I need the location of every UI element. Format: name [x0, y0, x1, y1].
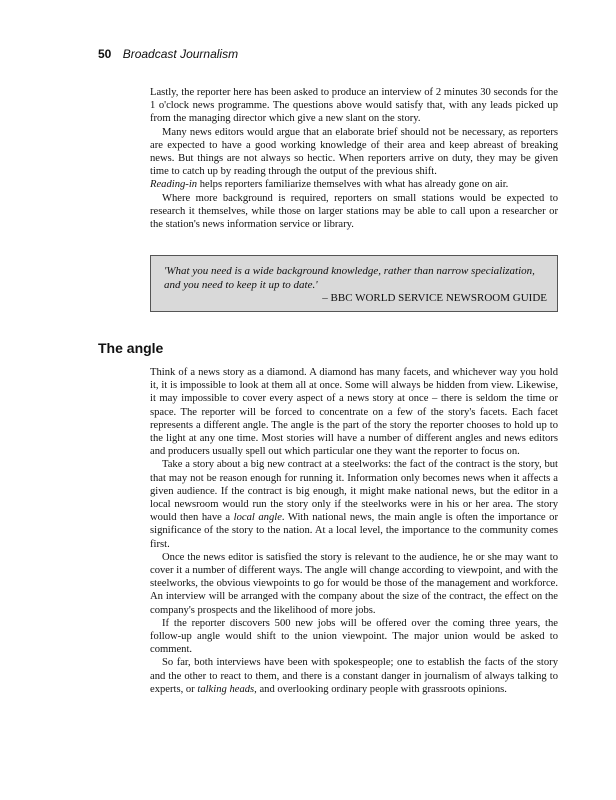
- paragraph-talking-heads: [150, 656, 558, 696]
- book-title: Broadcast Journalism: [122, 47, 239, 61]
- paragraph-news-editors-brief-text: Many news editors would argue that an elaborate brief should not be necessary, as reporters are expected to have a good working knowledge of their area and keep abreast of breaking news. But things are not always so hectic. When reporters arrive on duty, they may be given time to catch up by reading through the output of the previous shift.: [150, 126, 558, 178]
- page-number: 50: [98, 47, 112, 61]
- paragraph-steelworks-contract: [150, 458, 558, 550]
- pull-quote-source: – BBC WORLD SERVICE NEWSROOM GUIDE: [322, 292, 547, 304]
- intro-text-block: [150, 86, 558, 231]
- paragraph-interview-length: Lastly, the reporter here has been asked to produce an interview of 2 minutes 30 seconds for the 1 o'clock news programme. The questions above would satisfy that, with any leads picked up from the managing director which give a new slant on the story.: [150, 87, 558, 125]
- reading-in-term: Reading-in: [150, 179, 198, 191]
- talking-heads-text-after: , and overlooking ordinary people with grassroots opinions.: [254, 683, 507, 695]
- paragraph-union-follow-up: If the reporter discovers 500 new jobs will be offered over the coming three years, the follow-up angle would shift to the union viewpoint. The major union would be asked to comment.: [150, 617, 558, 656]
- pull-quote-box: [150, 255, 558, 312]
- paragraph-news-editors-brief: [150, 126, 558, 192]
- paragraph-background-research: Where more background is required, reporters on small stations would be expected to research it themselves, while those on larger stations may be able to call upon a researcher or the station's news information service or library.: [150, 192, 558, 231]
- paragraph-diamond-analogy: Think of a news story as a diamond. A diamond has many facets, and whichever way you hold it, it is impossible to look at them all at once. Some will always be hidden from view. Likewise, it may impossible to cover every aspect of a news story at once – there is seldom the time or space. The reporter will be forced to concentrate on a few of the story's facets. Each facet represents a different angle. The angle is the part of the story the reporter chooses to hold up to the light at any one time. Most stories will have a number of different angles and news editors and producers usually spell out which particular one they want the reporter to focus on.: [150, 367, 558, 458]
- talking-heads-text-before: So far, both interviews have been with spokespeople; one to establish the facts of the story and the other to react to them, and there is a constant danger in journalism of always talking to experts, or: [150, 657, 558, 695]
- reading-in-rest: helps reporters familiarize themselves with what has already gone on air.: [197, 179, 509, 191]
- talking-heads-term: talking heads: [197, 683, 255, 695]
- steelworks-text-after: . With national news, the main angle is often the importance or significance of the story to the nation. At a local level, the importance to the community comes first.: [150, 512, 558, 550]
- running-head: [98, 47, 238, 61]
- section-heading-the-angle: The angle: [98, 340, 164, 356]
- paragraph-viewpoints: Once the news editor is satisfied the story is relevant to the audience, he or she may want to cover it a number of different ways. The angle will change according to viewpoint, and with the steelworks, the obvious viewpoints to go for would be those of the management and workforce. An interview will be arranged with the company about the size of the contract, the effect on the company's prospects and the likelihood of more jobs.: [150, 551, 558, 616]
- angle-text-block: [150, 366, 558, 696]
- local-angle-term: local angle: [233, 512, 282, 524]
- steelworks-text-before: Take a story about a big new contract at a steelworks: the fact of the contract is the story, but that may not be reason enough for running it. Information only becomes news when it affects a given audience. If the contract is big enough, it might make national news, but the editor in a local newsroom would run the story only if the steelworks were in his or her area. The story would then have a: [150, 459, 558, 524]
- pull-quote-text: 'What you need is a wide background knowledge, rather than narrow specialization, and you need to keep it up to date.': [164, 265, 535, 291]
